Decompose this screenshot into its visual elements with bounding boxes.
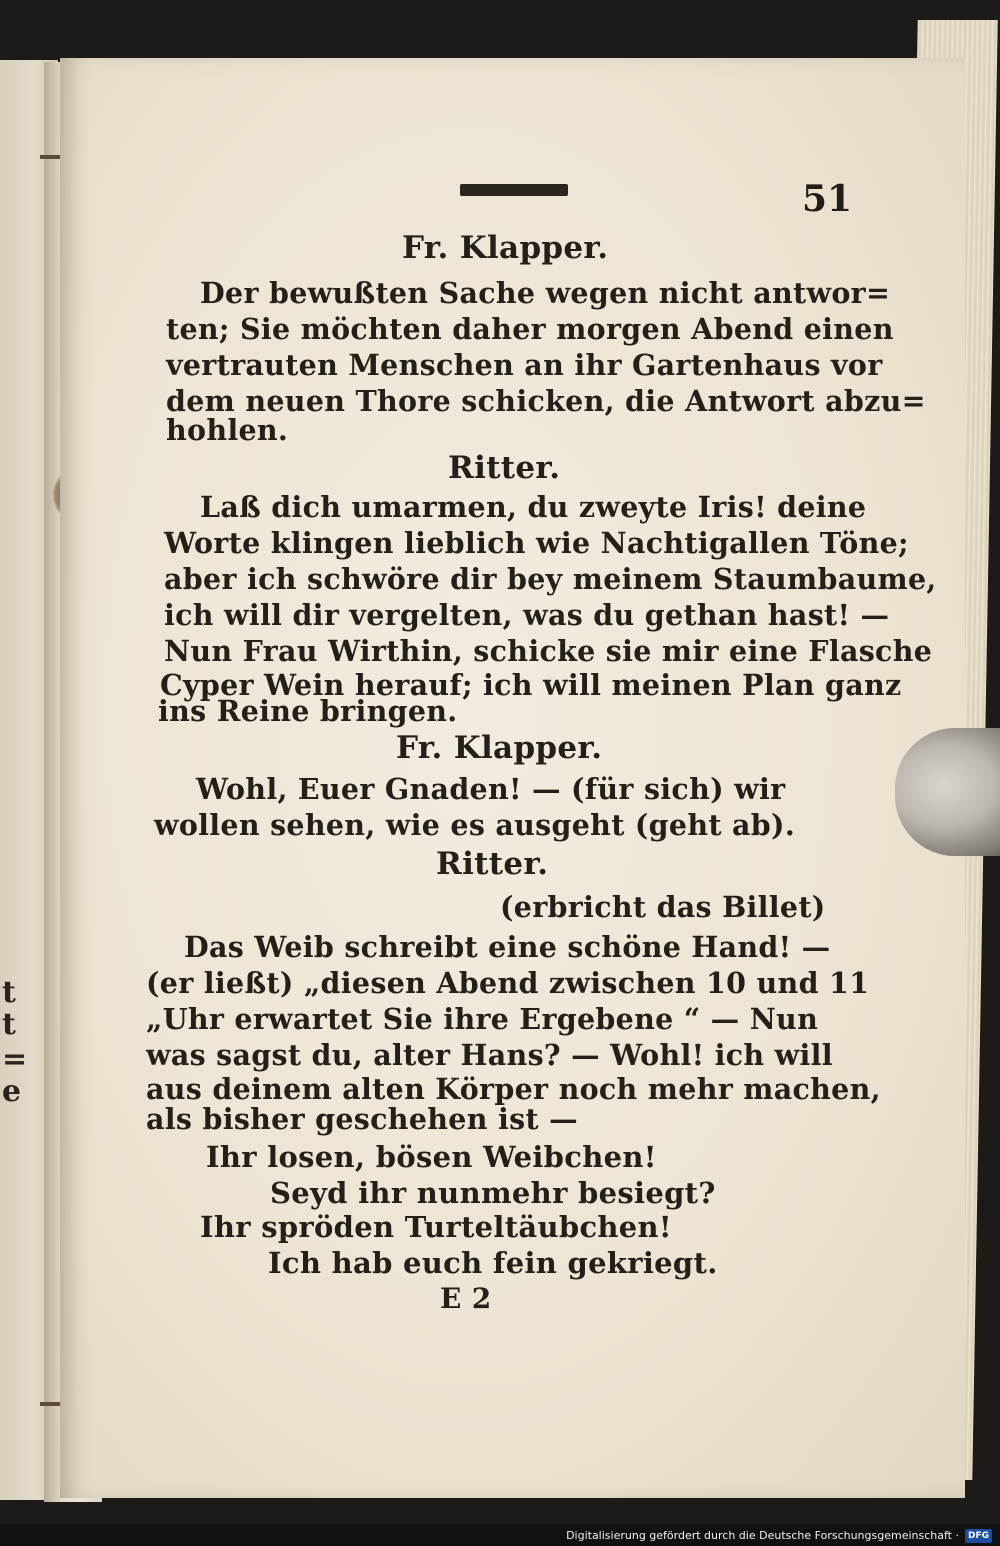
stage-direction: (erbricht das Billet) bbox=[500, 890, 826, 924]
footer-credit bbox=[566, 1527, 992, 1545]
credit-text: Digitalisierung gefördert durch die Deutsche Forschungsgemeinschaft · bbox=[566, 1529, 959, 1542]
speaker-heading: Ritter. bbox=[436, 846, 549, 882]
text-line: Wohl, Euer Gnaden! — (für sich) wir bbox=[196, 772, 786, 806]
left-page-fragment: e bbox=[2, 1074, 22, 1109]
text-line: Laß dich umarmen, du zweyte Iris! deine bbox=[200, 490, 867, 524]
text-line: aus deinem alten Körper noch mehr machen, bbox=[146, 1072, 881, 1106]
verse-line: Ich hab euch fein gekriegt. bbox=[268, 1246, 718, 1280]
text-line: Der bewußten Sache wegen nicht antwor= bbox=[200, 276, 891, 310]
verse-line: Ihr spröden Turteltäubchen! bbox=[200, 1210, 672, 1244]
text-line: Cyper Wein herauf; ich will meinen Plan ganz bbox=[160, 668, 902, 702]
verse-line: Ihr losen, bösen Weibchen! bbox=[206, 1140, 657, 1174]
dfg-logo: DFG bbox=[965, 1529, 992, 1543]
text-line: vertrauten Menschen an ihr Gartenhaus vor bbox=[166, 348, 883, 382]
text-line: hohlen. bbox=[166, 413, 289, 447]
left-page-fragment: t bbox=[2, 1007, 16, 1042]
left-page-fragment: t bbox=[2, 975, 16, 1010]
speaker-heading: Ritter. bbox=[448, 450, 561, 486]
text-line: als bisher geschehen ist — bbox=[146, 1102, 578, 1136]
text-line: ins Reine bringen. bbox=[158, 694, 458, 728]
text-line: wollen sehen, wie es ausgeht (geht ab). bbox=[154, 808, 796, 842]
text-line: Das Weib schreibt eine schöne Hand! — bbox=[184, 930, 831, 964]
speaker-heading: Fr. Klapper. bbox=[402, 230, 609, 266]
text-line: ten; Sie möchten daher morgen Abend einen bbox=[166, 312, 894, 346]
verse-line: Seyd ihr nunmehr besiegt? bbox=[270, 1176, 716, 1210]
text-line: dem neuen Thore schicken, die Antwort abzu= bbox=[166, 384, 926, 418]
header-rule bbox=[460, 184, 568, 196]
page-number: 51 bbox=[802, 178, 853, 220]
text-line: was sagst du, alter Hans? — Wohl! ich will bbox=[146, 1038, 833, 1072]
text-line: Worte klingen lieblich wie Nachtigallen Töne; bbox=[164, 526, 909, 560]
text-line: ich will dir vergelten, was du gethan hast! — bbox=[164, 598, 890, 632]
text-line: „Uhr erwartet Sie ihre Ergebene “ — Nun bbox=[146, 1002, 819, 1036]
speaker-heading: Fr. Klapper. bbox=[396, 730, 603, 766]
thumb bbox=[895, 728, 1000, 856]
left-page-fragment: = bbox=[2, 1042, 28, 1077]
signature-mark: E 2 bbox=[440, 1282, 492, 1315]
book-page bbox=[60, 58, 965, 1498]
text-line: (er ließt) „diesen Abend zwischen 10 und 11 bbox=[146, 966, 870, 1000]
text-line: aber ich schwöre dir bey meinem Staumbaume, bbox=[164, 562, 937, 596]
text-line: Nun Frau Wirthin, schicke sie mir eine Flasche bbox=[164, 634, 933, 668]
